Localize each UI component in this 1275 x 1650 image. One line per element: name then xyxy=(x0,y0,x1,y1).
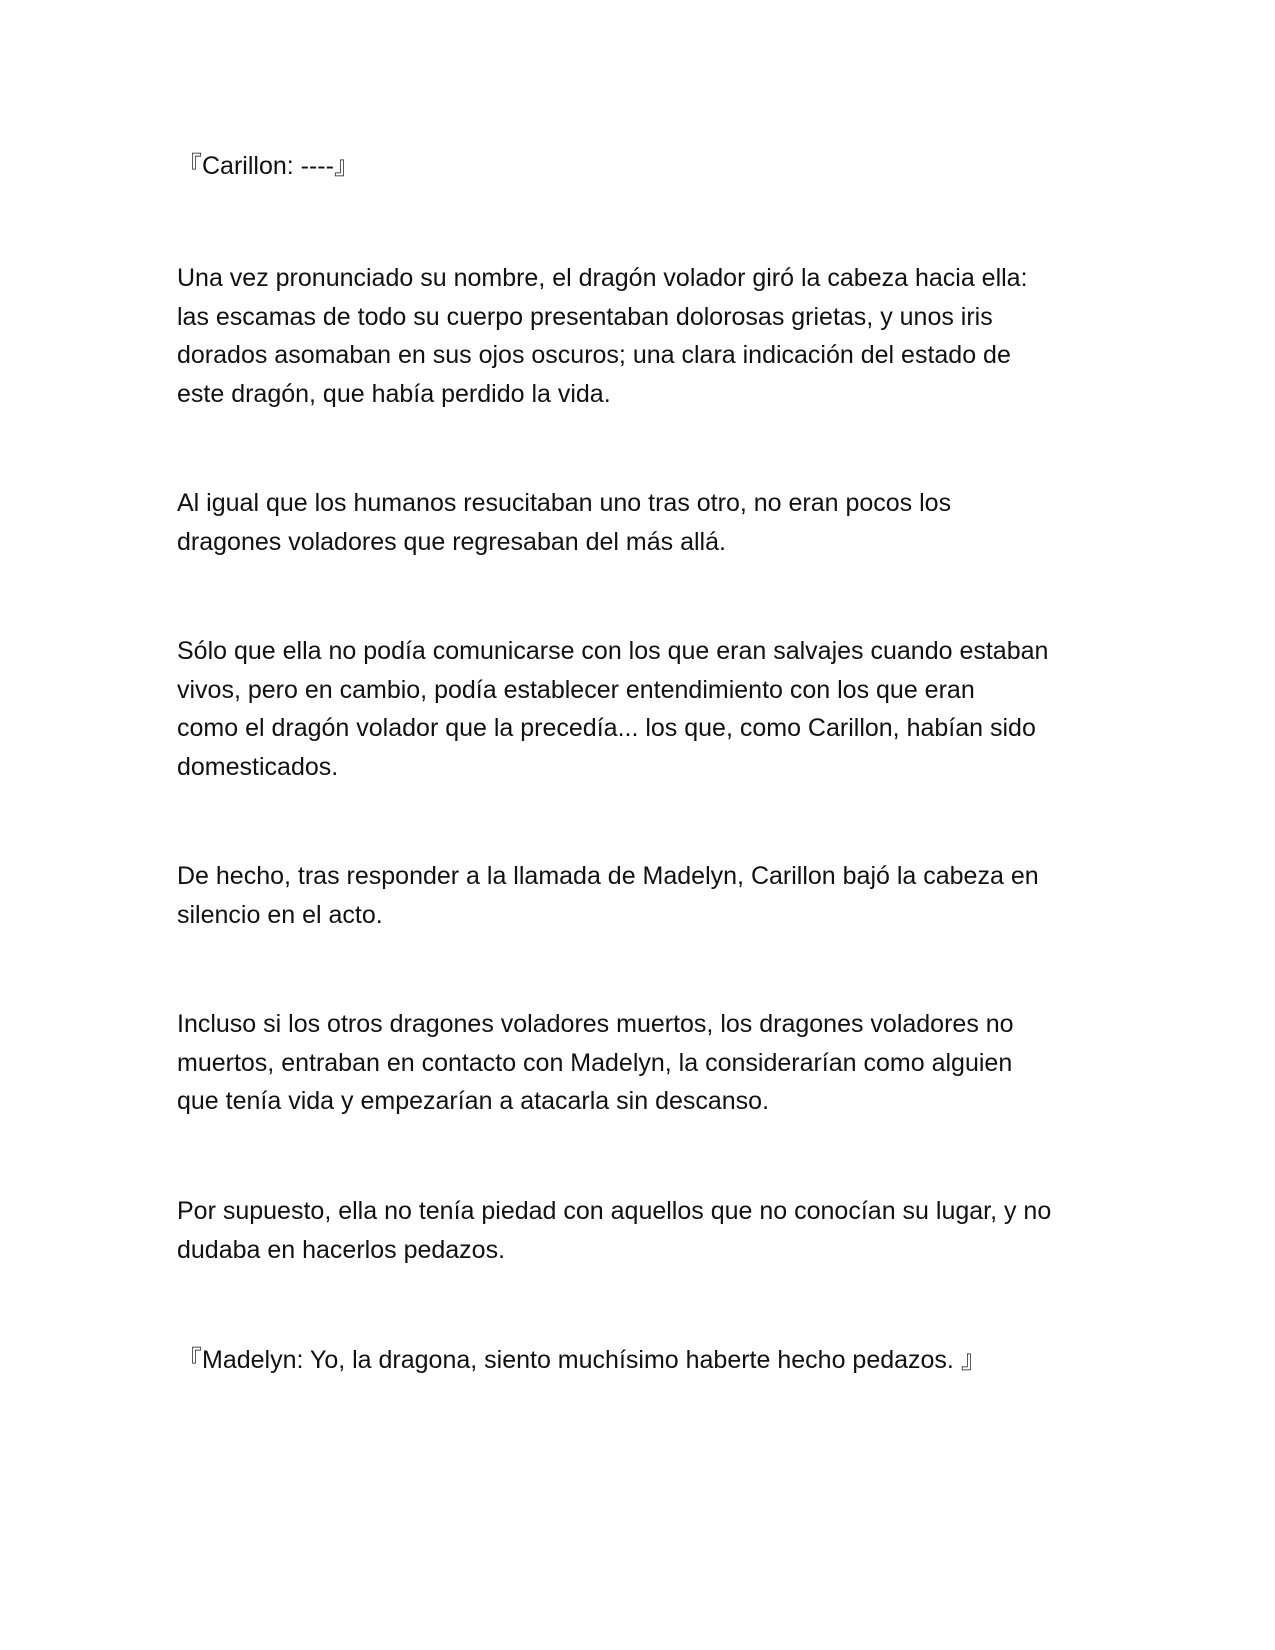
body-paragraph: Al igual que los humanos resucitaban uno tras otro, no eran pocos los dragones voladores que regresaban del más allá. xyxy=(177,489,952,556)
body-paragraph: Una vez pronunciado su nombre, el dragón volador giró la cabeza hacia ella: las escamas de todo su cuerpo presentaban dolorosas grietas, y unos iris dorados asomaban en sus ojos oscuros; una clara indicación del estado de este dragón, que había perdido la vida. xyxy=(177,264,1028,408)
body-paragraph: Por supuesto, ella no tenía piedad con aquellos que no conocían su lugar, y no dudaba en hacerlos pedazos. xyxy=(177,1197,1052,1264)
body-paragraph: Incluso si los otros dragones voladores muertos, los dragones voladores no muertos, entraban en contacto con Madelyn, la considerarían como alguien que tenía vida y empezarían a atacarla sin descanso. xyxy=(177,1010,1014,1115)
dialogue-line: 『Madelyn: Yo, la dragona, siento muchísimo haberte hecho pedazos. 』 xyxy=(177,1346,986,1374)
body-paragraph: De hecho, tras responder a la llamada de Madelyn, Carillon bajó la cabeza en silencio en el acto. xyxy=(177,862,1039,929)
dialogue-line: 『Carillon: ----』 xyxy=(177,152,359,180)
body-paragraph: Sólo que ella no podía comunicarse con los que eran salvajes cuando estaban vivos, pero en cambio, podía establecer entendimiento con los que eran como el dragón volador que la precedía... los que, como Carillon, habían sido domesticados. xyxy=(177,637,1049,781)
